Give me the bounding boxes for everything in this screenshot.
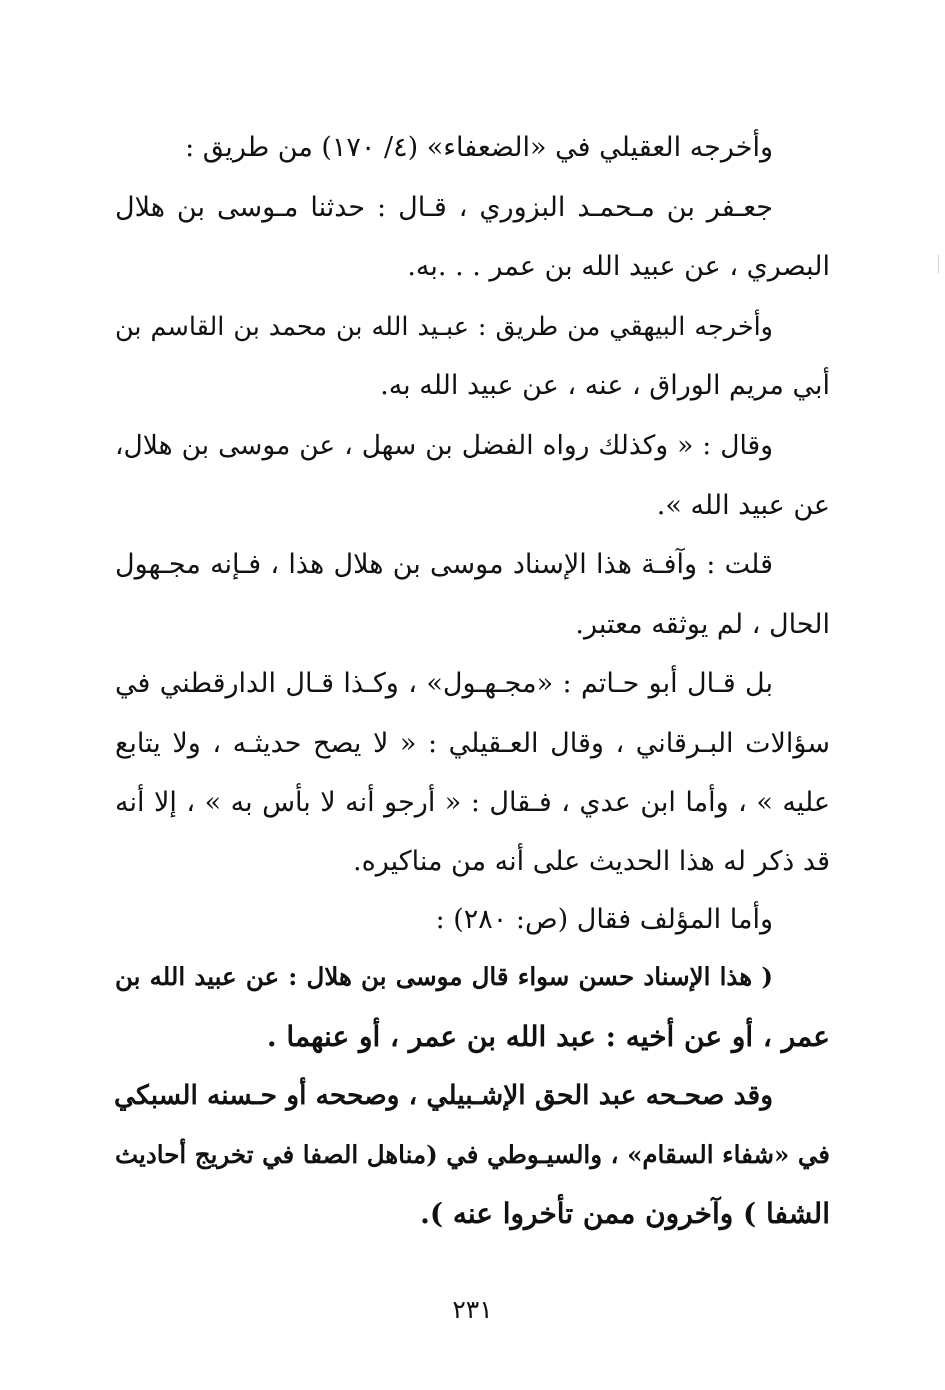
text-line-14: وأما المؤلف فقال (ص: ٢٨٠) :: [435, 904, 773, 935]
text-line-6: وقال : « وكذلك رواه الفضل بن سهل ، عن موسى بن هلال،: [115, 430, 773, 461]
text-line-10: بل قـال أبو حـاتم : «مجـهـول» ، وكـذا قـال الدارقطني في: [115, 668, 773, 699]
text-line-8: قلت : وآفـة هذا الإسناد موسى بن هلال هذا ، فـإنه مجـهول: [115, 549, 773, 580]
quote-line-2: عمر ، أو عن أخيه : عبد الله بن عمر ، أو عنهما .: [266, 1020, 830, 1053]
text-line-5: أبي مريم الوراق ، عنه ، عن عبيد الله به.: [380, 370, 830, 401]
text-line-2: جعـفر بن مـحمـد البزوري ، قـال : حدثنا مـوسى بن هلال: [115, 192, 773, 223]
text-line-1: وأخرجه العقيلي في «الضعفاء» (٤/ ١٧٠) من طريق :: [185, 132, 773, 163]
page-edge-mark: [938, 255, 939, 273]
text-line-7: عن عبيد الله ».: [656, 490, 830, 521]
text-line-9: الحال ، لم يوثقه معتبر.: [575, 609, 830, 640]
text-line-13: قد ذكر له هذا الحديث على أنه من مناكيره.: [352, 846, 830, 877]
page-number: ٢٣١: [452, 1295, 493, 1324]
text-line-4: وأخرجه البيهقي من طريق : عبـيد الله بن محمد بن القاسم بن: [115, 312, 773, 342]
quote-line-5: الشفا ) وآخرون ممن تأخروا عنه ).: [420, 1197, 830, 1230]
quote-line-1: ( هذا الإسناد حسن سواء قال موسى بن هلال : عن عبيد الله بن: [115, 962, 773, 991]
text-line-3: البصري ، عن عبيد الله بن عمر . . .به.: [407, 251, 830, 282]
text-line-11: سؤالات البـرقاني ، وقال العـقيلي : « لا يصح حديثـه ، ولا يتابع: [115, 728, 830, 759]
text-line-12: عليه » ، وأما ابن عدي ، فـقال : « أرجو أنه لا بأس به » ، إلا أنه: [115, 787, 830, 818]
quote-line-3: وقد صحـحه عبد الحق الإشـبيلي ، وصححه أو حـسنه السبكي: [114, 1080, 773, 1111]
quote-line-4: في «شفاء السقام» ، والسيـوطي في (مناهل الصفا في تخريج أحاديث: [115, 1140, 830, 1169]
